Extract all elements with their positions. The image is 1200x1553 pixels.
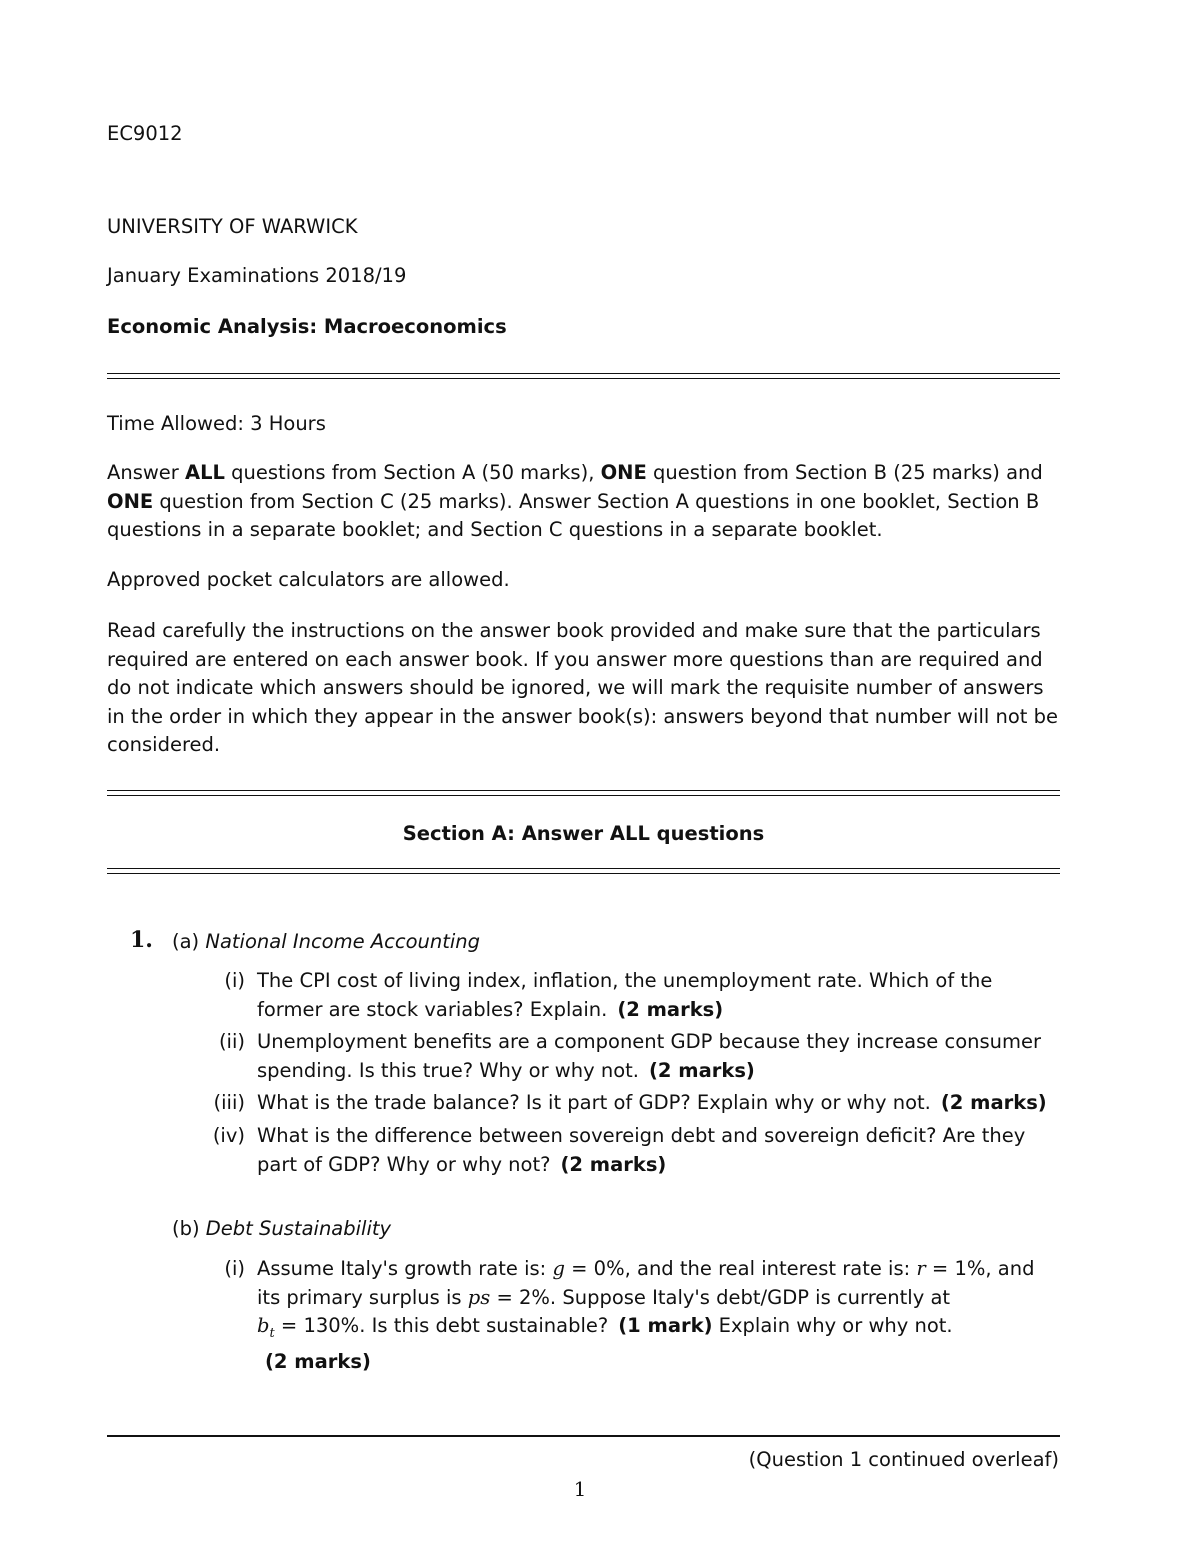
course-title: Economic Analysis: Macroeconomics [107,315,507,338]
question-number: 1. [130,927,153,953]
question-item [200,1028,1060,1085]
answer-all-emphasis: ALL [185,461,225,484]
item-marks: (2 marks) [617,997,724,1021]
item-text: The CPI cost of living index, inflation, the unemployment rate. Which of the former are stock variables? Explain. [257,969,993,1021]
double-rule-top [107,373,1060,379]
footer-rule [107,1435,1060,1437]
page-number: 1 [573,1477,587,1501]
double-rule-section-bottom [107,868,1060,874]
continued-note: (Question 1 continued overleaf) [748,1448,1059,1471]
answer-one-emphasis-2: ONE [107,489,154,513]
item-marks: (2 marks) [940,1091,1047,1114]
answer-text-1: Answer [107,461,186,484]
part-a-label: (a) [172,930,200,953]
item-marks: (2 marks) [560,1152,667,1176]
answer-one-emphasis-1: ONE [600,461,647,484]
exam-session: January Examinations 2018/19 [107,264,407,287]
item-text: = 2%. Suppose Italy's debt/GDP is currently at [490,1285,951,1309]
item-number: (ii) [218,1030,245,1053]
part-b-heading [172,1215,391,1244]
item-text: What is the difference between sovereign debt and sovereign deficit? Are they part of GDP? Why or why not? [257,1124,1026,1176]
item-text: Explain why or why not. [712,1314,953,1337]
answer-text-4: question from Section C (25 marks). Answer Section A questions in one booklet, Section B questions in a separate booklet; and Section C questions in a separate booklet. [107,489,1040,541]
item-number: (iv) [212,1124,245,1147]
item-text: = 0%, and the real interest rate is: [564,1257,917,1280]
module-code: EC9012 [107,122,183,145]
double-rule-section-top [107,790,1060,796]
item-number: (i) [224,969,245,992]
item-marks: (2 marks) [648,1058,755,1082]
item-text: = 1%, and its primary surplus is [257,1257,1035,1309]
debt-subscript: t [269,1325,275,1341]
item-number: (iii) [213,1091,245,1114]
item-text: Unemployment benefits are a component GDP because they increase consumer spending. Is this true? Why or why not. [257,1030,1042,1082]
debt-symbol: b [257,1314,270,1337]
item-text: What is the trade balance? Is it part of GDP? Explain why or why not. [257,1091,931,1114]
item-text: = 130%. Is this debt sustainable? [274,1314,609,1337]
calculator-note: Approved pocket calculators are allowed. [107,568,510,591]
part-b-title: Debt Sustainability [205,1217,392,1240]
question-item [200,1255,1060,1377]
interest-rate-symbol: r [916,1257,926,1280]
part-a-heading [172,928,480,957]
item-number: (i) [224,1257,245,1280]
read-carefully-note: Read carefully the instructions on the answer book provided and make sure that the particulars required are entered on each answer book. If you answer more questions than are required and do not indicate which answers should be ignored, we will mark the requisite number of answers in the order in which they appear in the answer book(s): answers beyond that number will not be considered. [107,619,1059,756]
item-marks: (2 marks) [265,1350,371,1374]
question-item [200,967,1060,1024]
growth-rate-symbol: g [552,1257,565,1280]
question-item [200,1122,1060,1179]
time-allowed: Time Allowed: 3 Hours [107,412,326,435]
section-a-title: Section A: Answer ALL questions [402,822,765,845]
university-name: UNIVERSITY OF WARWICK [107,215,358,238]
part-b-label: (b) [172,1217,200,1240]
item-text: Assume Italy's growth rate is: [257,1257,553,1280]
answer-text-3: question from Section B (25 marks) and [646,461,1043,484]
item-marks: (1 mark) [618,1314,713,1337]
part-a-title: National Income Accounting [205,930,481,953]
answer-instructions [107,459,1062,545]
primary-surplus-symbol: ps [467,1285,491,1309]
question-item [200,1089,1060,1118]
answer-text-2: questions from Section A (50 marks), [224,461,601,484]
